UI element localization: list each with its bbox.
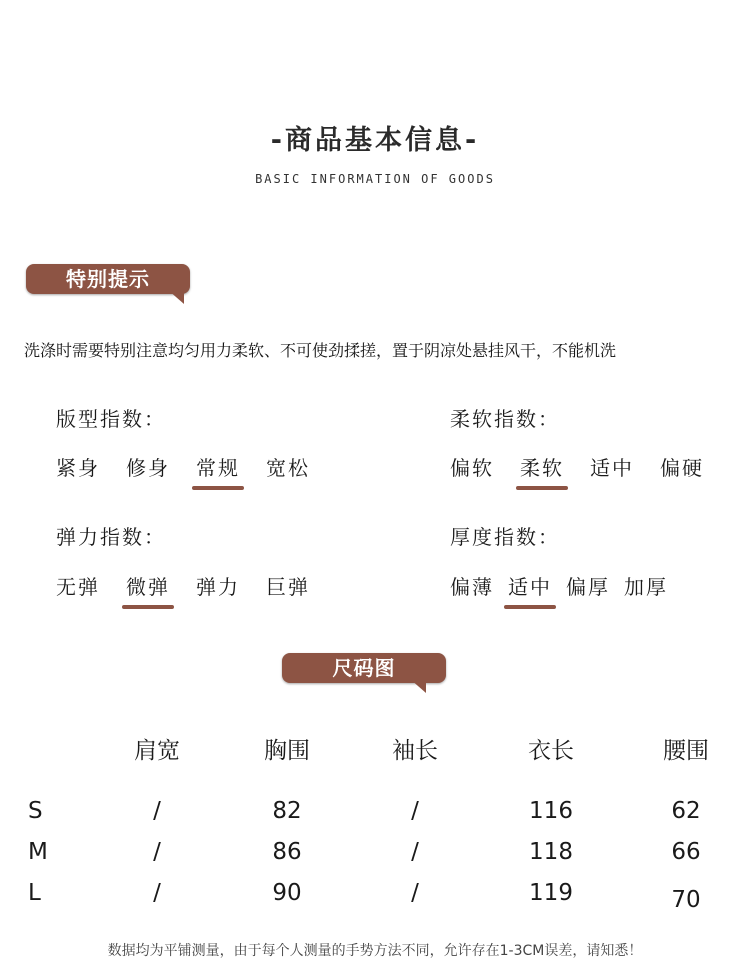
- elasticity-option: 无弹: [56, 575, 100, 599]
- table-row: [24, 831, 750, 872]
- thickness-option: 加厚: [624, 575, 668, 599]
- cell-length: 119: [529, 879, 573, 906]
- header-chest: 胸围: [264, 737, 310, 764]
- cell-sleeve: /: [411, 838, 419, 865]
- thickness-option-selected: 适中: [508, 571, 552, 600]
- size-chart-banner-label: 尺码图: [332, 656, 396, 680]
- header-shoulder: 肩宽: [134, 737, 180, 764]
- elasticity-option: 巨弹: [266, 575, 310, 599]
- cell-waist: 70: [671, 886, 701, 913]
- fit-option: 修身: [126, 456, 170, 480]
- table-row: [24, 790, 750, 831]
- elasticity-option-selected: 微弹: [126, 571, 170, 600]
- fit-index-options: [56, 452, 310, 481]
- special-notice-banner-label: 特别提示: [66, 267, 150, 291]
- size-table: [24, 728, 750, 913]
- thickness-index-label: 厚度指数：: [450, 525, 560, 549]
- softness-index-options: [450, 452, 704, 481]
- size-col-header: [24, 728, 90, 768]
- elasticity-index-label: 弹力指数：: [56, 525, 166, 549]
- care-notice: 洗涤时需要特别注意均匀用力柔软、不可使劲揉搓，置于阴凉处悬挂风干，不能机洗: [24, 341, 617, 360]
- cell-chest: 82: [272, 797, 302, 824]
- elasticity-index-options: [56, 571, 310, 600]
- table-row: [24, 872, 750, 913]
- banner-tail: [410, 679, 426, 693]
- softness-index-label: 柔软指数：: [450, 407, 560, 431]
- size-chart-banner: [282, 653, 446, 683]
- cell-length: 118: [529, 838, 573, 865]
- special-notice-banner: [26, 264, 190, 294]
- fit-option: 紧身: [56, 456, 100, 480]
- softness-option-selected: 柔软: [520, 452, 564, 481]
- softness-option: 偏硬: [660, 456, 704, 480]
- cell-shoulder: /: [153, 797, 161, 824]
- header-length: 衣长: [528, 737, 574, 764]
- banner-tail: [168, 290, 184, 304]
- cell-waist: 66: [671, 838, 701, 865]
- thickness-option: 偏厚: [566, 575, 610, 599]
- table-spacer: [24, 768, 750, 790]
- elasticity-option: 弹力: [196, 575, 240, 599]
- header-sleeve: 袖长: [392, 737, 438, 764]
- row-size: S: [28, 797, 43, 824]
- fit-index-label: 版型指数：: [56, 407, 166, 431]
- size-table-header-row: [24, 728, 750, 768]
- softness-option: 适中: [590, 456, 634, 480]
- fit-option: 宽松: [266, 456, 310, 480]
- header-waist: 腰围: [663, 737, 709, 764]
- thickness-option: 偏薄: [450, 575, 494, 599]
- thickness-index-options: [450, 571, 668, 600]
- cell-shoulder: /: [153, 879, 161, 906]
- cell-sleeve: /: [411, 879, 419, 906]
- cell-sleeve: /: [411, 797, 419, 824]
- page-subtitle: BASIC INFORMATION OF GOODS: [255, 172, 495, 186]
- row-size: M: [28, 838, 48, 865]
- page-title: -商品基本信息-: [270, 125, 480, 156]
- cell-shoulder: /: [153, 838, 161, 865]
- cell-length: 116: [529, 797, 573, 824]
- cell-chest: 86: [272, 838, 302, 865]
- measurement-footnote: 数据均为平铺测量，由于每个人测量的手势方法不同，允许存在1-3CM误差，请知悉！: [107, 943, 643, 959]
- softness-option: 偏软: [450, 456, 494, 480]
- cell-waist: 62: [671, 797, 701, 824]
- cell-chest: 90: [272, 879, 302, 906]
- fit-option-selected: 常规: [196, 452, 240, 481]
- row-size: L: [28, 879, 41, 906]
